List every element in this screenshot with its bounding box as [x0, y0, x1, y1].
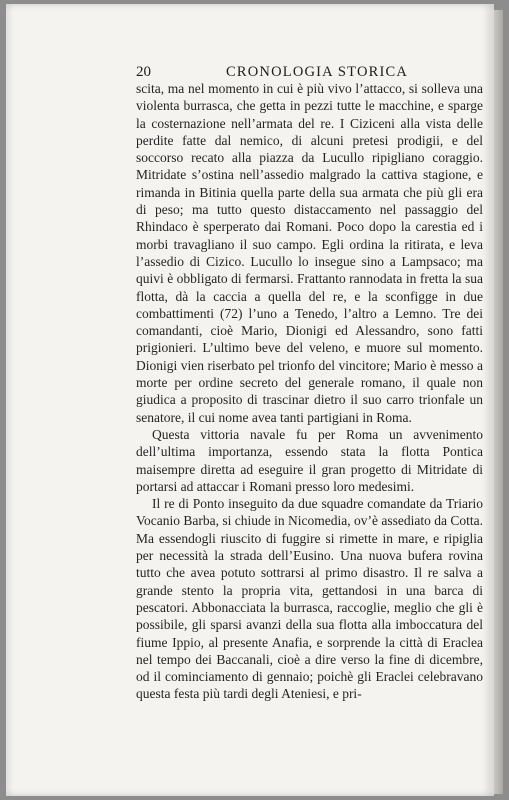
- page-edge: [494, 10, 503, 794]
- page-number: 20: [136, 64, 151, 80]
- paragraph-2: Questa vittoria navale fu per Roma un avvenimento dell’ultima importanza, essendo stata la flotta Pontica maisempre diretta ad eseguire il gran progetto di Mitridate di portarsi ad attaccar i Romani presso loro medesimi.: [136, 426, 483, 494]
- paragraph-1: scita, ma nel momento in cui è più vivo l’attacco, si solleva una violenta burrasca, che getta in pezzi tutte le macchine, e sparge la costernazione nell’armata del re. I Ciziceni alla vista delle perdite fatte dal nemico, di alcuni pretesi prodigii, e del soccorso recato alla piazza da Lucullo ripigliano coraggio. Mitridate s’ostina nell’assedio malgrado la cattiva stagione, e rimanda in Bitinia quella parte della sua armata che più gli era di peso; ma tutto questo distaccamento nel passaggio del Rhindaco è sperperato dai Romani. Poco dopo la carestia ed i morbi travagliano il suo campo. Egli ordina la ritirata, e leva l’assedio di Cizico. Lucullo lo insegue sino a Lampsaco; ma quivi è obbligato di fermarsi. Frattanto rannodata in fretta la sua flotta, dà la caccia a quella del re, e la sconfigge in due combattimenti (72) l’uno a Tenedo, l’altro a Lemno. Tre dei comandanti, cioè Mario, Dionigi ed Alessandro, sono fatti prigionieri. L’ultimo beve del veleno, e muore sul momento. Dionigi vien riserbato pel trionfo del vincitore; Mario è messo a morte per ordine secreto del generale romano, il quale non giudica a proposito di trascinar dietro il suo carro trionfale un senatore, il cui nome avea tanti partigiani in Roma.: [136, 81, 483, 425]
- running-title: CRONOLOGIA STORICA: [226, 64, 409, 80]
- body-text: [136, 80, 483, 703]
- paragraph-3: Il re di Ponto inseguito da due squadre comandate da Triario Vocanio Barba, si chiude in Nicomedia, ov’è assediato da Cotta. Ma essendogli riuscito di fuggire si rimette in mare, e ripiglia per necessità la strada dell’Eusino. Una nuova bufera rovina tutto che avea potuto sottrarsi al primo disastro. Il re salva a grande stento la propria vita, gettandosi in una barca di pescatori. Abbonacciata la burrasca, raccoglie, meglio che gli è possibile, gli sparsi avanzi della sua flotta alla imboccatura del fiume Ippio, al presente Anafia, e sorprende la città di Eraclea nel tempo dei Baccanali, cioè a dire verso la fine di dicembre, od il cominciamento di gennaio; poichè gli Eraclei celebravano questa festa più tardi degli Ateniesi, e pri-: [136, 496, 483, 702]
